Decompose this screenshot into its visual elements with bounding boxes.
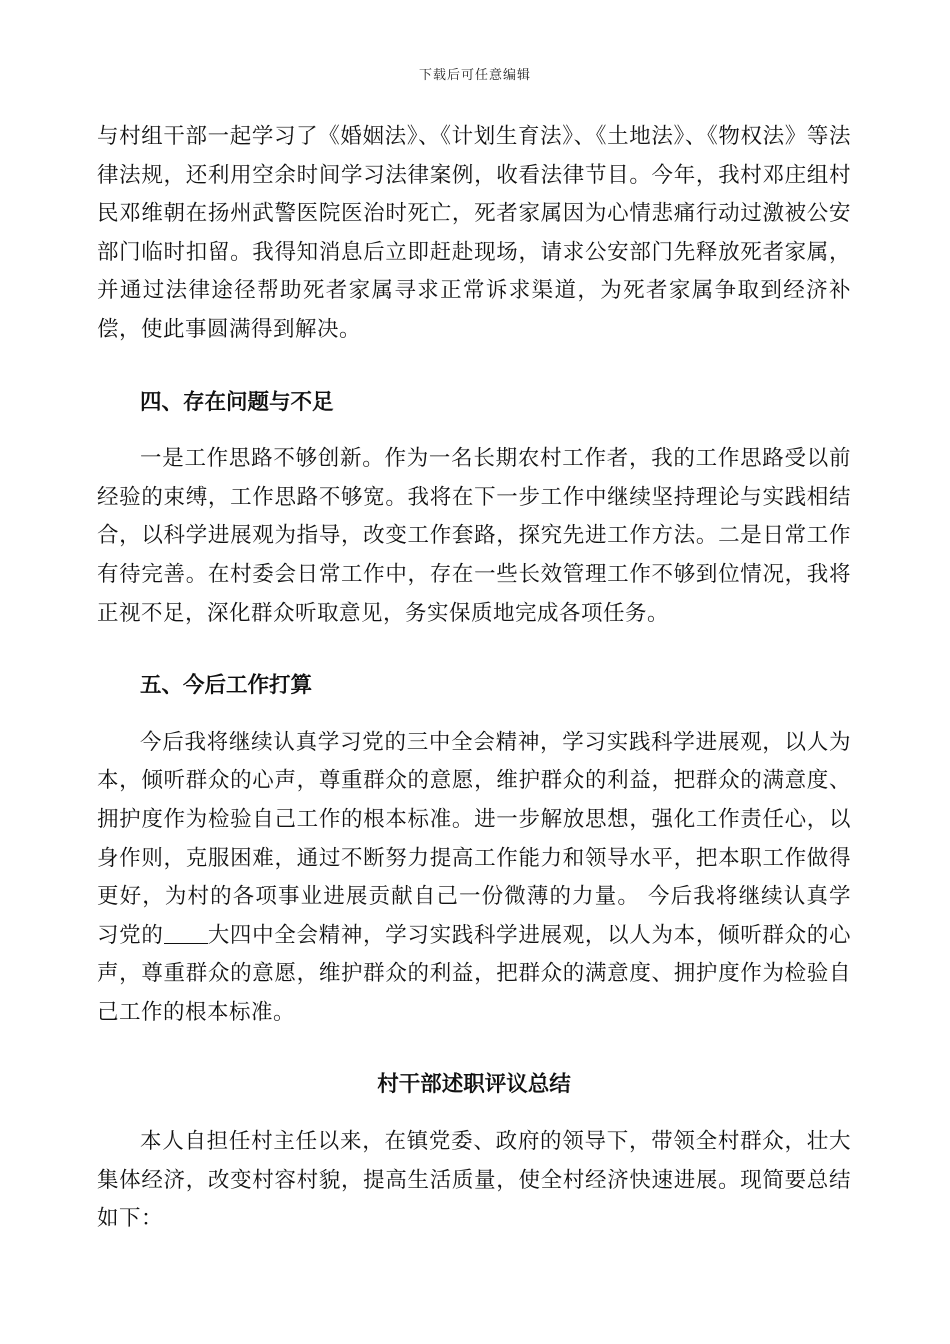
- page-header: 下载后可任意编辑: [418, 68, 531, 83]
- blank-underline: [164, 923, 208, 944]
- paragraph-plans-part1: 今后我将继续认真学习党的三中全会精神，学习实践科学进展观，以人为本，倾听群众的心声，尊重群众的意愿，维护群众的利益，把群众的满意度、拥护度作为检验自己工作的根本标准。进一步解放思想，强化工作责任心，以身作则，克服困难，通过不断努力提高工作能力和领导水平，把本职工作做得更好，为村的各项事业进展贡献自己一份微薄的力量。 今后我将继续认真学习党的: [97, 729, 851, 948]
- document-title: 村干部述职评议总结: [377, 1072, 571, 1098]
- section-heading-problems: 四、存在问题与不足: [140, 389, 334, 415]
- paragraph-plans: [97, 724, 851, 1033]
- paragraph-problems: 一是工作思路不够创新。作为一名长期农村工作者，我的工作思路受以前经验的束缚，工作思路不够宽。我将在下一步工作中继续坚持理论与实践相结合，以科学进展观为指导，改变工作套路，探究先进工作方法。二是日常工作有待完善。在村委会日常工作中，存在一些长效管理工作不够到位情况，我将正视不足，深化群众听取意见，务实保质地完成各项任务。: [97, 446, 851, 626]
- paragraph-legal-study: 与村组干部一起学习了《婚姻法》、《计划生育法》、《土地法》、《物权法》等法律法规，还利用空余时间学习法律案例，收看法律节目。今年，我村邓庄组村民邓维朝在扬州武警医院医治时死亡，死者家属因为心情悲痛行动过激被公安部门临时扣留。我得知消息后立即赶赴现场，请求公安部门先释放死者家属，并通过法律途径帮助死者家属寻求正常诉求渠道，为死者家属争取到经济补偿，使此事圆满得到解决。: [97, 124, 851, 342]
- paragraph-intro: 本人自担任村主任以来，在镇党委、政府的领导下，带领全村群众，壮大集体经济，改变村容村貌，提高生活质量，使全村经济快速进展。现简要总结如下：: [97, 1129, 851, 1232]
- document-body: [97, 118, 851, 1239]
- paragraph-plans-part2: 大四中全会精神，学习实践科学进展观，以人为本，倾听群众的心声，尊重群众的意愿，维护群众的利益，把群众的满意度、拥护度作为检验自己工作的根本标准。: [97, 922, 851, 1025]
- section-heading-plans: 五、今后工作打算: [140, 673, 313, 699]
